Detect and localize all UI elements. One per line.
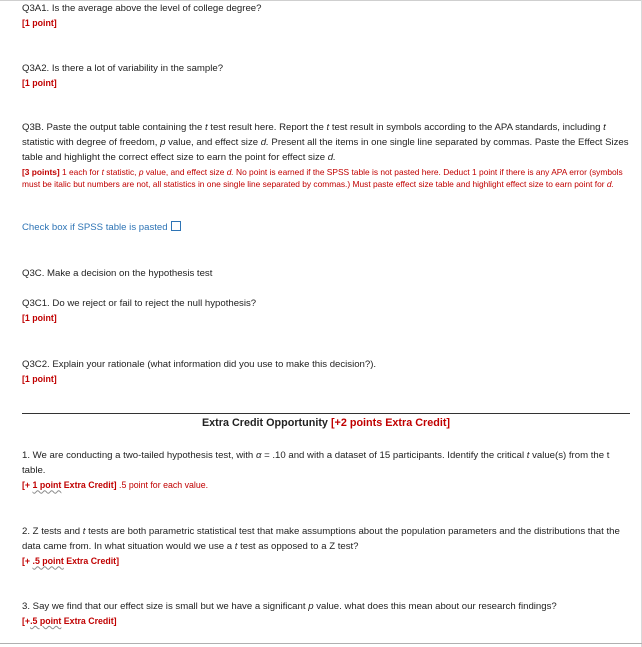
spss-checkbox-label: Check box if SPSS table is pasted <box>22 222 168 233</box>
extra-item-2-question: 2. Z tests and t tests are both parametric statistical test that make assumptions about the population parameters and the distributions that the data came from. In what situation would we use a t test as opposed to a Z test? <box>22 526 620 553</box>
q3b-block <box>22 120 630 190</box>
extra-credit-divider <box>22 413 630 414</box>
q3b-prompt: Q3B. Paste the output table containing the t test result here. Report the t test result in symbols according to the APA standards, including t statistic with degree of freedom, p value, and effect size d. Present all the items in one single line separated by commas. Paste the Effect Sizes table and highlight the correct effect size to earn the point for effect size d. <box>22 122 629 164</box>
spss-checkbox-row[interactable] <box>22 220 630 235</box>
extra-item-1-credit: [+ 1 point Extra Credit] .5 point for each value. <box>22 480 209 491</box>
extra-item-1-question: 1. We are conducting a two-tailed hypothesis test, with α = .10 and with a dataset of 15 participants. Identify the critical t value(s) from the t table. <box>22 450 610 477</box>
q3c2-block <box>22 357 630 387</box>
q3c1-points: [1 point] <box>22 313 57 324</box>
spss-checkbox[interactable] <box>171 221 181 231</box>
extra-item-2 <box>22 524 630 570</box>
q3c1-question: Q3C1. Do we reject or fail to reject the null hypothesis? <box>22 298 257 309</box>
q3b-rubric: [3 points] 1 each for t statistic, p value, and effect size d. No point is earned if the SPSS table is not pasted here. Deduct 1 point if there is any APA error (symbols must be italic but numbers are not, all statistics in one single line separated by commas.) Must paste effect size table and highlight effect size to earn point for d. <box>22 166 623 189</box>
q3b-points: [3 points] <box>22 166 60 177</box>
q3c2-points: [1 point] <box>22 374 57 385</box>
q3a1-question: Q3A1. Is the average above the level of college degree? <box>22 3 262 14</box>
page-bottom-edge <box>0 643 642 644</box>
q3a1-points: [1 point] <box>22 18 57 29</box>
extra-item-3-question: 3. Say we find that our effect size is small but we have a significant p value. what does this mean about our research findings? <box>22 601 557 612</box>
q3c-heading: Q3C. Make a decision on the hypothesis test <box>22 268 213 279</box>
extra-item-1 <box>22 448 630 494</box>
q3c1-block <box>22 296 630 326</box>
q3a2-question: Q3A2. Is there a lot of variability in the sample? <box>22 63 224 74</box>
extra-item-3 <box>22 599 630 629</box>
q3a2-block <box>22 61 630 91</box>
q3a2-points: [1 point] <box>22 78 57 89</box>
extra-item-3-credit: [+.5 point Extra Credit] <box>22 616 117 627</box>
extra-credit-title: Extra Credit Opportunity [+2 points Extra Credit] <box>201 417 451 429</box>
extra-credit-title-points: [+2 points Extra Credit] <box>330 417 451 429</box>
q3a1-block <box>22 1 630 31</box>
q3c2-question: Q3C2. Explain your rationale (what information did you use to make this decision?). <box>22 359 377 370</box>
extra-item-2-credit: [+ .5 point Extra Credit] <box>22 556 120 567</box>
